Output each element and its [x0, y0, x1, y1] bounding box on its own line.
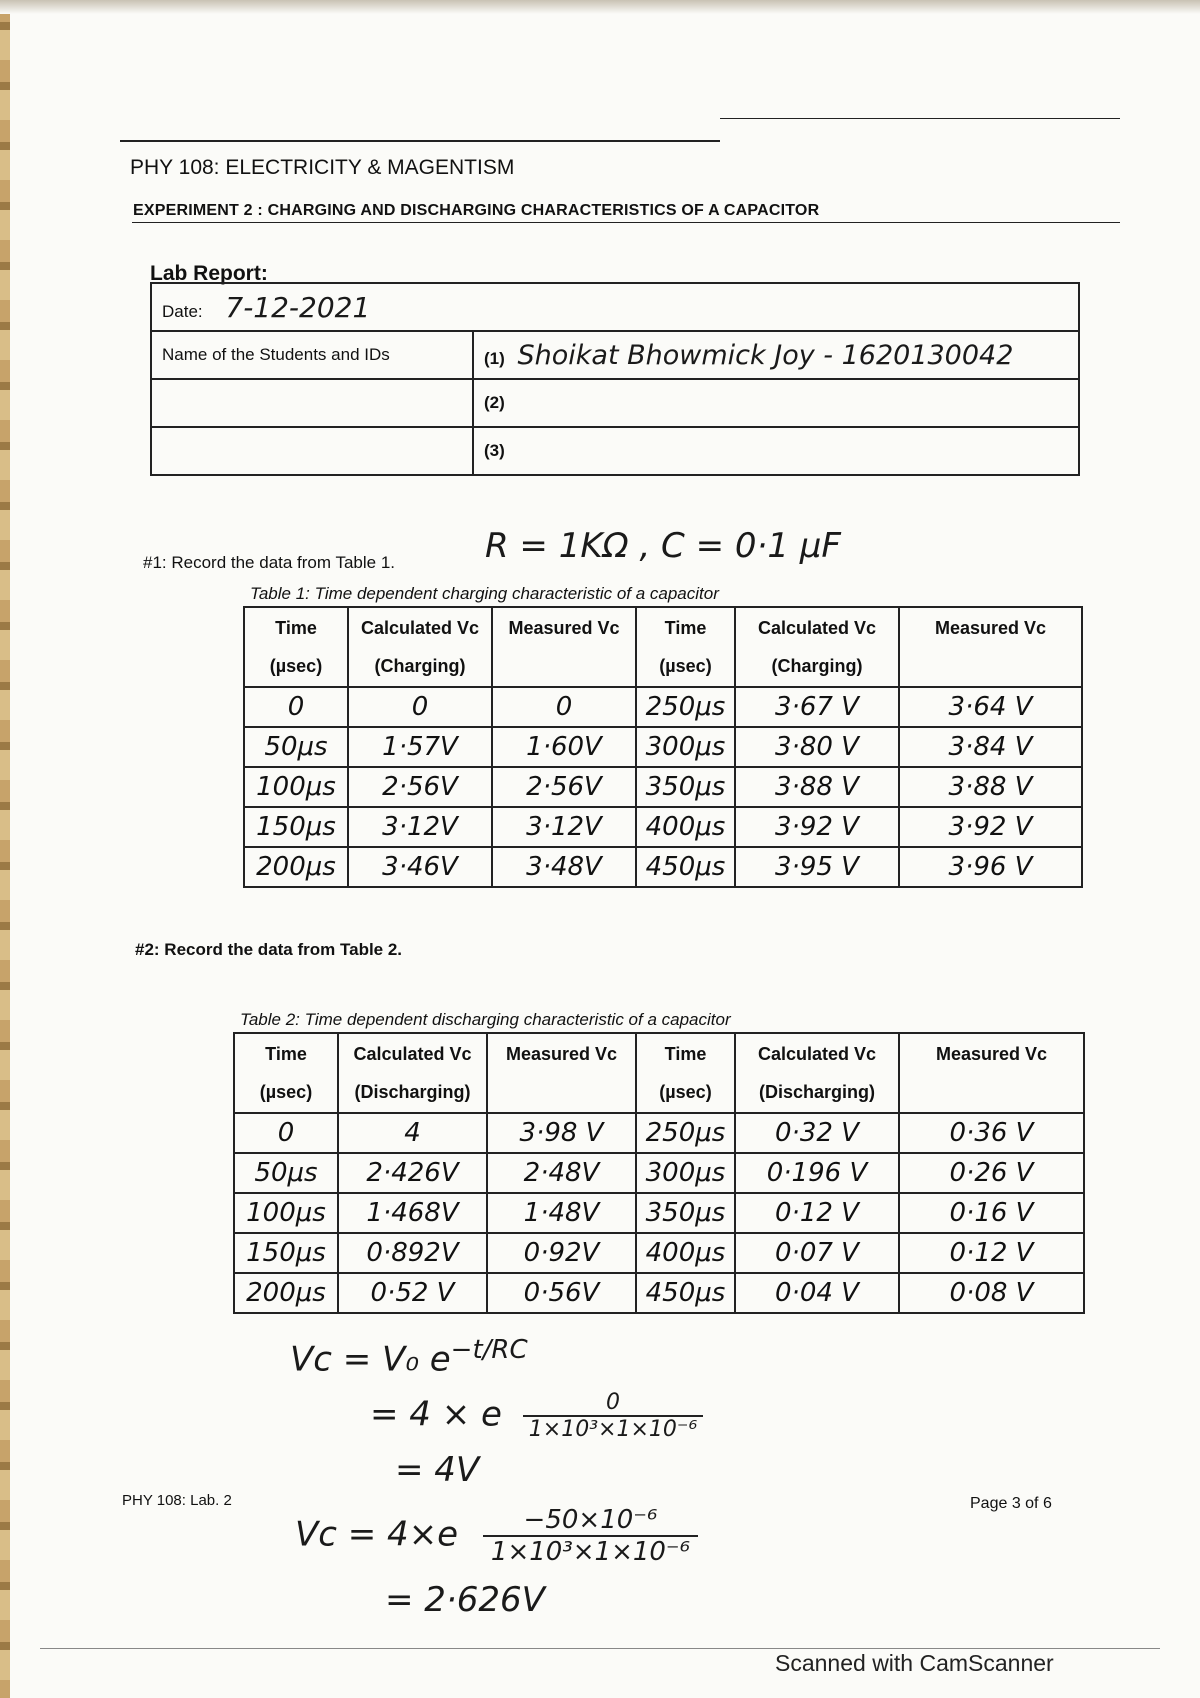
student-1-name: Shoikat Bhowmick Joy - 1620130042 [517, 339, 1014, 371]
table1-cell: 0 [244, 687, 348, 727]
header-rule-bottom [132, 222, 1120, 223]
table1-col-time-1: Time (µsec) [244, 607, 348, 687]
circuit-params: R = 1KΩ , C = 0·1 μF [485, 526, 841, 566]
table1-cell: 3·46V [348, 847, 492, 887]
course-title: PHY 108: ELECTRICITY & MAGENTISM [130, 156, 515, 179]
table1-cell: 3·80 V [735, 727, 899, 767]
table2-cell: 200μs [234, 1273, 338, 1313]
table1-col-calc-2: Calculated Vc (Charging) [735, 607, 899, 687]
table1-col-calc-1: Calculated Vc (Charging) [348, 607, 492, 687]
table2-header-row [234, 1033, 1084, 1113]
table2-col-time-1: Time (µsec) [234, 1033, 338, 1113]
table2-cell: 300μs [636, 1153, 735, 1193]
date-row [151, 283, 1079, 331]
student-3-cell [473, 427, 1079, 475]
table2-row [234, 1193, 1084, 1233]
table2-cell: 450μs [636, 1273, 735, 1313]
table1-row [244, 727, 1082, 767]
calc-line-2: = 4 × e $\frac{0}{\text{1×10³×1×10⁻⁶}}$ [370, 1390, 703, 1442]
table2-cell: 1·48V [487, 1193, 636, 1233]
footer-rule [40, 1648, 1160, 1649]
table2-cell: 0·16 V [899, 1193, 1084, 1233]
calc-line-4: Vc = 4×e $\frac{\text{−50×10⁻⁶}}{\text{1×10³×1×10⁻⁶}}$ [295, 1505, 698, 1567]
table1-cell: 2·56V [348, 767, 492, 807]
names-label: Name of the Students and IDs [151, 331, 473, 379]
experiment-title: EXPERIMENT 2 : CHARGING AND DISCHARGING CHARACTERISTICS OF A CAPACITOR [133, 202, 820, 219]
header-rule-top-left [120, 140, 720, 142]
table1-cell: 3·67 V [735, 687, 899, 727]
table2-cell: 50μs [234, 1153, 338, 1193]
empty-label-2 [151, 379, 473, 427]
table2-cell: 350μs [636, 1193, 735, 1233]
table1-col-meas-1: Measured Vc [492, 607, 636, 687]
table1-cell: 3·64 V [899, 687, 1082, 727]
student-1-slot: (1) [484, 348, 505, 368]
table2-cell: 0·12 V [899, 1233, 1084, 1273]
header-rule-top-right [720, 118, 1120, 119]
calc-line-4-fraction: $\frac{\text{−50×10⁻⁶}}{\text{1×10³×1×10⁻⁶}}$ [483, 1505, 698, 1567]
table2-cell: 100μs [234, 1193, 338, 1233]
table2-cell: 0·07 V [735, 1233, 899, 1273]
table2-cell: 0·56V [487, 1273, 636, 1313]
table1-cell: 3·84 V [899, 727, 1082, 767]
table2-col-meas-2: Measured Vc [899, 1033, 1084, 1113]
table2-row [234, 1233, 1084, 1273]
footer-left: PHY 108: Lab. 2 [122, 1492, 232, 1509]
scan-shadow [0, 0, 1200, 14]
table2-col-meas-1: Measured Vc [487, 1033, 636, 1113]
table2-cell: 0·36 V [899, 1113, 1084, 1153]
calc-line-5: = 2·626V [385, 1580, 545, 1620]
table2-cell: 0·92V [487, 1233, 636, 1273]
table2-cell: 0·12 V [735, 1193, 899, 1233]
table1-cell: 1·57V [348, 727, 492, 767]
table2-cell: 4 [338, 1113, 487, 1153]
section1-label: #1: Record the data from Table 1. [143, 553, 396, 572]
table1-cell: 2·56V [492, 767, 636, 807]
student-2-slot: (2) [484, 393, 505, 412]
table1-cell: 0 [348, 687, 492, 727]
student-2-cell [473, 379, 1079, 427]
table2-cell: 250μs [636, 1113, 735, 1153]
student-3-slot: (3) [484, 441, 505, 460]
date-label: Date: [162, 301, 203, 321]
table1-cell: 200μs [244, 847, 348, 887]
table1-row [244, 767, 1082, 807]
table1-cell: 3·92 V [735, 807, 899, 847]
table1-cell: 3·48V [492, 847, 636, 887]
table1-cell: 100μs [244, 767, 348, 807]
table2-cell: 0·196 V [735, 1153, 899, 1193]
table1-cell: 150μs [244, 807, 348, 847]
calc-line-1: Vc = V₀ $e^{-t/RC}$ [290, 1335, 528, 1380]
section2-label: #2: Record the data from Table 2. [135, 940, 403, 959]
student-info-table [150, 282, 1080, 476]
table2-row [234, 1113, 1084, 1153]
table1-row [244, 847, 1082, 887]
table2-cell: 0·32 V [735, 1113, 899, 1153]
table2-cell: 0·08 V [899, 1273, 1084, 1313]
table2-caption: Table 2: Time dependent discharging characteristic of a capacitor [240, 1010, 731, 1029]
table1-cell: 50μs [244, 727, 348, 767]
table2-cell: 400μs [636, 1233, 735, 1273]
table2-cell: 0·04 V [735, 1273, 899, 1313]
table2-col-time-2: Time (µsec) [636, 1033, 735, 1113]
table2-cell: 0·892V [338, 1233, 487, 1273]
table2-cell: 1·468V [338, 1193, 487, 1233]
lab-report-heading: Lab Report: [150, 262, 268, 285]
calc-line-2-fraction: $\frac{0}{\text{1×10³×1×10⁻⁶}}$ [523, 1390, 704, 1442]
table1-cell: 3·12V [348, 807, 492, 847]
table1-cell: 0 [492, 687, 636, 727]
table2-cell: 0·26 V [899, 1153, 1084, 1193]
student-1-cell [473, 331, 1079, 379]
table1-cell: 3·12V [492, 807, 636, 847]
table1-row [244, 687, 1082, 727]
table1-col-meas-2: Measured Vc [899, 607, 1082, 687]
table2-cell: 2·48V [487, 1153, 636, 1193]
table2-col-calc-1: Calculated Vc (Discharging) [338, 1033, 487, 1113]
table1-cell: 3·88 V [735, 767, 899, 807]
table1-cell: 300μs [636, 727, 735, 767]
table1-cell: 3·88 V [899, 767, 1082, 807]
camscanner-watermark: Scanned with CamScanner [775, 1650, 1054, 1676]
table1-charging [243, 606, 1083, 888]
table1-cell: 1·60V [492, 727, 636, 767]
table1-cell: 3·92 V [899, 807, 1082, 847]
footer-right: Page 3 of 6 [970, 1495, 1052, 1512]
table1-body [244, 687, 1082, 887]
empty-label-3 [151, 427, 473, 475]
table2-cell: 0·52 V [338, 1273, 487, 1313]
table1-cell: 3·95 V [735, 847, 899, 887]
table1-cell: 450μs [636, 847, 735, 887]
table1-cell: 350μs [636, 767, 735, 807]
table1-col-time-2: Time (µsec) [636, 607, 735, 687]
table1-cell: 3·96 V [899, 847, 1082, 887]
binder-edge [0, 0, 10, 1698]
calc-line-3: = 4V [395, 1450, 480, 1490]
table2-cell: 0 [234, 1113, 338, 1153]
table1-cell: 400μs [636, 807, 735, 847]
table2-cell: 150μs [234, 1233, 338, 1273]
table2-cell: 2·426V [338, 1153, 487, 1193]
table2-col-calc-2: Calculated Vc (Discharging) [735, 1033, 899, 1113]
table2-row [234, 1273, 1084, 1313]
table1-caption: Table 1: Time dependent charging characteristic of a capacitor [250, 584, 719, 603]
table1-cell: 250μs [636, 687, 735, 727]
table1-header-row [244, 607, 1082, 687]
date-value: 7-12-2021 [225, 290, 371, 324]
table1-row [244, 807, 1082, 847]
table2-body [234, 1113, 1084, 1313]
table2-cell: 3·98 V [487, 1113, 636, 1153]
table2-discharging [233, 1032, 1085, 1314]
table2-row [234, 1153, 1084, 1193]
